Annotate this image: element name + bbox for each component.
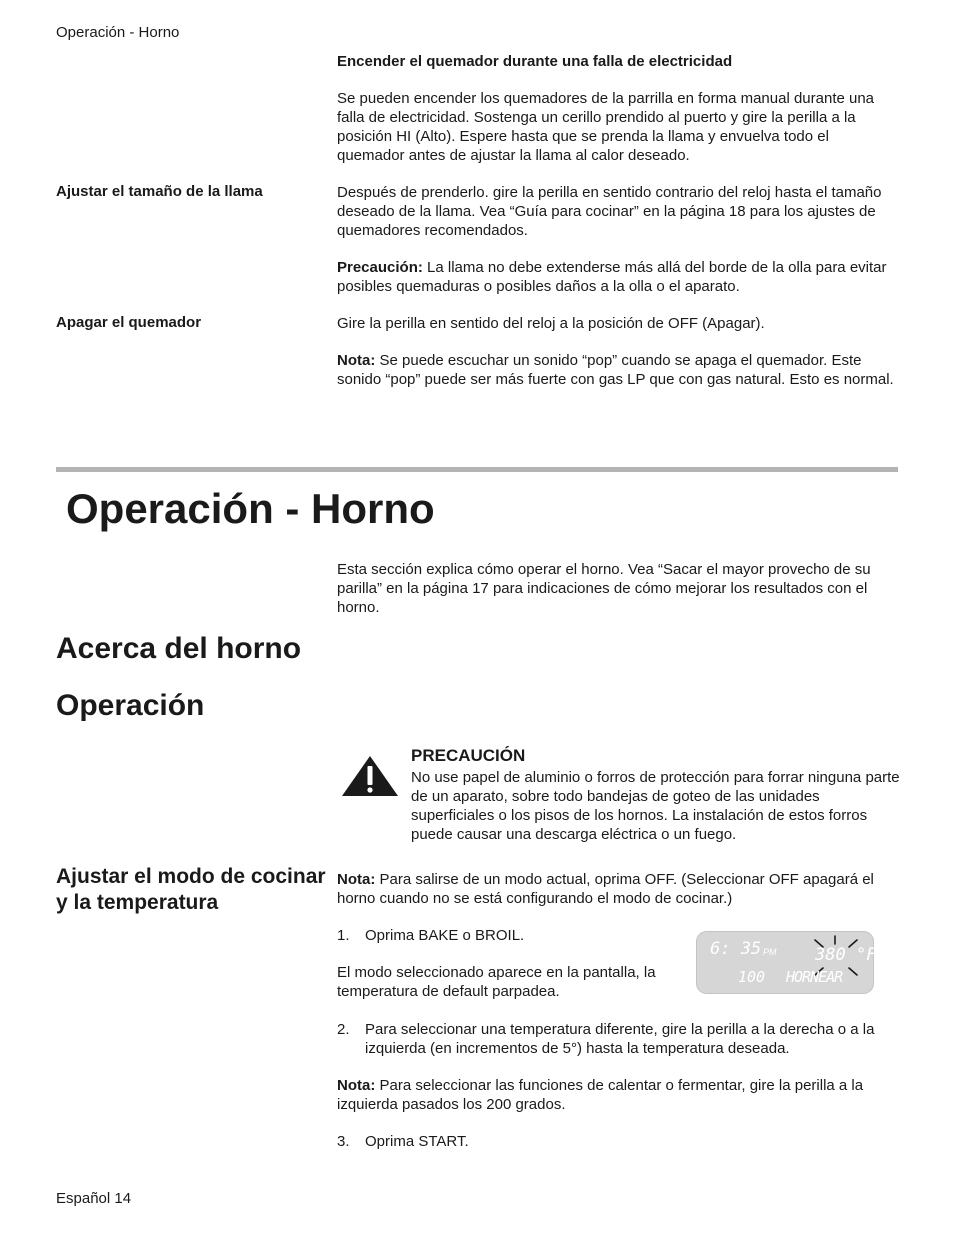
adjust-flame-label: Ajustar el tamaño de la llama	[56, 183, 263, 200]
display-level: 100	[738, 968, 766, 986]
display-temperature: 380 °F	[815, 945, 877, 965]
step3-number: 3.	[337, 1133, 350, 1150]
about-heading: Acerca del horno	[56, 632, 302, 665]
step3-text: Oprima START.	[365, 1133, 469, 1150]
step2-number: 2.	[337, 1021, 350, 1038]
power-failure-title: Encender el quemador durante una falla de electricidad	[337, 53, 733, 70]
mode-heading: Ajustar el modo de cocinar y la temperatura	[56, 865, 326, 914]
adjust-flame-text: Después de prenderlo. gire la perilla en sentido contrario del reloj hasta el tamaño deseado de la llama. Vea “Guía para cocinar” en la página 18 para los ajustes de quemadores recomendados.	[337, 184, 882, 239]
mode-note-paragraph	[337, 870, 897, 908]
running-header: Operación - Horno	[56, 24, 180, 41]
burner-note-text: Se puede escuchar un sonido “pop” cuando se apaga el quemador. Este sonido “pop” puede ser más fuerte con gas LP que con gas natural. Esto es normal.	[337, 352, 894, 388]
burner-off-text: Gire la perilla en sentido del reloj a la posición de OFF (Apagar).	[337, 315, 765, 332]
display-time: 6: 35	[710, 939, 762, 959]
mode-note-text: Para salirse de un modo actual, oprima OFF. (Seleccionar OFF apagará el horno cuando no se está configurando el modo de cocinar.)	[337, 871, 874, 907]
fermentation-note-label: Nota:	[337, 1077, 376, 1094]
precaution-text: No use papel de aluminio o forros de protección para forrar ninguna parte de un aparato, sobre todo bandejas de goteo de las unidades superficiales o los pisos de los hornos. La instalación de estos forros puede causar una descarga eléctrica o un fuego.	[411, 769, 900, 843]
display-ampm: PM	[763, 947, 777, 957]
section-divider	[56, 467, 898, 472]
burner-note-label: Nota:	[337, 352, 376, 369]
step1-text: Oprima BAKE o BROIL.	[365, 927, 525, 944]
power-failure-text: Se pueden encender los quemadores de la parrilla en forma manual durante una falla de electricidad. Sostenga un cerillo prendido al puerto y gire la perilla a la posición HI (Alto). Espere hasta que se prenda la llama y envuelva todo el quemador antes de ajustar la llama al calor deseado.	[337, 90, 875, 164]
caution-label: Precaución:	[337, 259, 423, 276]
step2-text: Para seleccionar una temperatura diferente, gire la perilla a la derecha o a la izquierda (en incrementos de 5°) hasta la temperatura deseada.	[365, 1021, 875, 1057]
oven-display	[696, 931, 877, 994]
caution-text: La llama no debe extenderse más allá del borde de la olla para evitar posibles quemaduras o posibles daños a la olla o el aparato.	[337, 259, 887, 295]
page-number: Español 14	[56, 1190, 132, 1207]
step1-number: 1.	[337, 927, 350, 944]
fermentation-note-paragraph	[337, 1076, 897, 1114]
caution-paragraph	[337, 258, 897, 296]
precaution-title: PRECAUCIÓN	[411, 746, 526, 765]
mode-note-label: Nota:	[337, 871, 376, 888]
display-mode: HORNEAR	[786, 968, 843, 986]
operation-heading: Operación	[56, 689, 205, 722]
fermentation-note-text: Para seleccionar las funciones de calentar o fermentar, gire la perilla a la izquierda pasados los 200 grados.	[337, 1077, 864, 1113]
step1-detail: El modo seleccionado aparece en la pantalla, la temperatura de default parpadea.	[337, 964, 656, 1000]
burner-note-paragraph	[337, 351, 897, 389]
burner-off-label: Apagar el quemador	[56, 314, 202, 331]
oven-intro: Esta sección explica cómo operar el horno. Vea “Sacar el mayor provecho de su parilla” en la página 17 para indicaciones de cómo mejorar los resultados con el horno.	[337, 561, 871, 616]
page-title: Operación - Horno	[66, 485, 435, 532]
warning-triangle-icon	[341, 755, 399, 797]
